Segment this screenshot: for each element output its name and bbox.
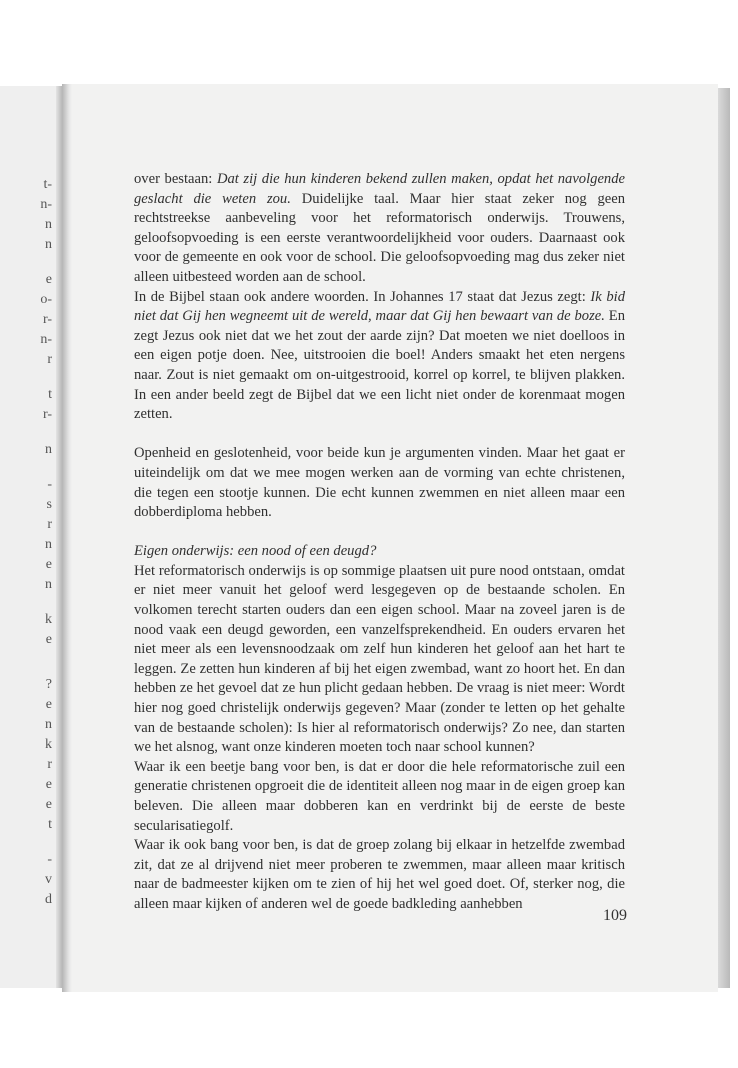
- left-page-fragment: e: [45, 272, 52, 287]
- left-page-fragment: n: [45, 717, 52, 732]
- paragraph-3: Openheid en geslotenheid, voor beide kun je argumenten vinden. Maar het gaat er uiteindelijk om dat we mee mogen werken aan de vorming van echte christenen, die tegen een stootje kunnen. Die echt kunnen zwemmen en niet alleen maar een dobberdiploma hebben.: [134, 445, 625, 521]
- left-page-fragment: o-: [40, 292, 52, 307]
- paragraph-4: Het reformatorisch onderwijs is op sommige plaatsen uit pure nood ontstaan, omdat er niet meer vanuit het geloof werd lesgegeven op de bestaande scholen. En volkomen terecht starten ouders dan een eigen school. Maar na zoveel jaren is de nood vaak een deugd geworden, een vanzelfsprekendheid. En ouders ervaren het niet meer als een levensnoodzaak om zelf hun kinderen het geloof aan het hart te leggen. Ze zetten hun kinderen af bij het eigen zwembad, want zo hoort het. En dan hebben ze het gevoel dat ze hun plicht gedaan hebben. De vraag is niet meer: Wordt hier nog goed christelijk onderwijs gegeven? Maar (zonder te letten op het gehalte van de bestaande scholen): Is hier al reformatorisch onderwijs? Zo nee, dan starten we het alsnog, want onze kinderen moeten toch naar school kunnen?: [134, 562, 625, 756]
- left-page-fragment: e: [45, 697, 52, 712]
- paragraph-5: Waar ik een beetje bang voor ben, is dat er door die hele reformatorische zuil een generatie christenen opgroeit die de identiteit alleen nog maar in de eigen groep kan beleven. Die alleen maar dobberen kan en verdrinkt bij de eerste de beste secularisatiegolf.: [134, 758, 625, 834]
- left-page-fragment: k: [45, 612, 52, 627]
- left-page-fragment: e: [45, 557, 52, 572]
- left-page-fragment: s: [46, 497, 52, 512]
- left-page-fragment: n-: [40, 197, 52, 212]
- left-page-fragment: e: [45, 797, 52, 812]
- left-page-fragment: e: [45, 632, 52, 647]
- left-page-fragment: n: [45, 577, 52, 592]
- left-page-fragment: r-: [42, 312, 52, 327]
- left-page-fragment: t: [48, 817, 52, 832]
- left-page-fragment: -: [47, 477, 52, 492]
- page-fore-edge: [718, 88, 730, 988]
- page-number: 109: [603, 907, 627, 924]
- left-page-fragment: t-: [43, 177, 52, 192]
- left-page-fragment: t: [48, 387, 52, 402]
- left-page-fragment: n: [45, 217, 52, 232]
- paragraph-2: In de Bijbel staan ook andere woorden. In Johannes 17 staat dat Jezus zegt: Ik bid niet dat Gij hen wegneemt uit de wereld, maar dat Gij hen bewaart van de boze. En zegt Jezus ook niet dat we het zout der aarde zijn? Dat moeten we niet doelloos in een eigen potje doen. Nee, uitstrooien die boel! Anders smaakt het eten nergens naar. Zout is niet gemaakt om on-uitgestrooid, korrel op korrel, te blijven plakken. In een ander beeld zegt de Bijbel dat we een licht niet onder de korenmaat mogen zetten.: [134, 288, 626, 423]
- left-page: [0, 86, 62, 988]
- left-page-fragment: r: [47, 517, 52, 532]
- left-page-fragment: -: [47, 852, 52, 867]
- paragraph-6: Waar ik ook bang voor ben, is dat de groep zolang bij elkaar in hetzelfde zwembad zit, dat ze al drijvend niet meer proberen te zwemmen, maar alleen maar kritisch naar de badmeester kijken om te zien of hij het wel goed doet. Of, sterker nog, die alleen maar kijken of anderen wel de goede badkleding aanhebben: [134, 837, 625, 912]
- left-page-fragment: n: [45, 442, 52, 457]
- left-page-fragment: k: [45, 737, 52, 752]
- right-page: [62, 84, 718, 992]
- left-page-fragment: n: [45, 537, 52, 552]
- left-page-fragment: n-: [40, 332, 52, 347]
- quote-psalm: Dat zij die hun kinderen bekend zullen maken, opdat het navolgende geslacht die weten zou.: [134, 171, 626, 207]
- left-page-fragment: r-: [42, 407, 52, 422]
- quote-johannes: Ik bid niet dat Gij hen wegneemt uit de wereld, maar dat Gij hen bewaart van de boze.: [134, 288, 626, 325]
- left-page-fragment: n: [45, 237, 52, 252]
- body-text: [134, 170, 625, 915]
- left-page-fragment: r: [47, 757, 52, 772]
- section-heading: Eigen onderwijs: een nood of een deugd?: [134, 543, 377, 560]
- paragraph-1: over bestaan: Dat zij die hun kinderen bekend zullen maken, opdat het navolgende geslacht die weten zou. Duidelijke taal. Maar hier staat zeker nog geen rechtstreekse aanbeveling voor het reformatorisch onderwijs. Trouwens, geloofsopvoeding is een eerste verantwoordelijkheid voor ouders. Daarnaast ook voor de gemeente en ook voor de school. Die geloofsopvoeding mag dus zeker niet alleen uitbesteed worden aan de school.: [134, 171, 626, 285]
- page-gutter-shadow: [62, 84, 72, 992]
- left-page-fragment: d: [45, 892, 52, 907]
- left-page-fragment: ?: [45, 677, 52, 692]
- left-page-fragment: v: [45, 872, 52, 887]
- left-page-fragment: r: [47, 352, 52, 367]
- left-page-fragment: e: [45, 777, 52, 792]
